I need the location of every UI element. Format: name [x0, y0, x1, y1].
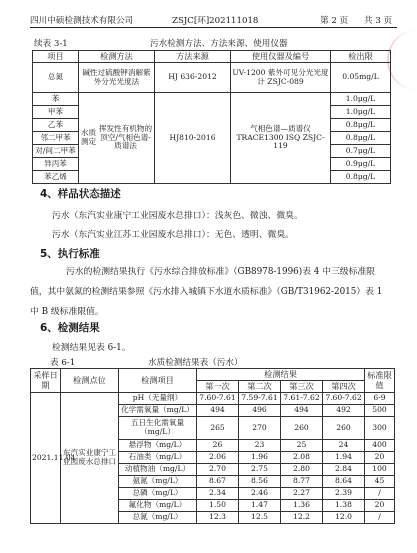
cell-value-4: 492	[323, 405, 365, 417]
cell-value-3: 2.27	[281, 488, 323, 500]
col-header-item: 检测项目	[119, 369, 197, 393]
cell-value-1: 1.50	[197, 500, 239, 512]
cell-limit: 0.05mg/L	[331, 63, 391, 93]
header-divider	[30, 27, 397, 28]
col-header-result: 检测结果	[197, 369, 365, 381]
cell-item: 悬浮物（mg/L）	[119, 440, 197, 452]
cell-value-2: 8.56	[239, 476, 281, 488]
cell-item: 甲苯	[33, 106, 79, 119]
cell-standard: /	[365, 488, 395, 500]
cell-value-1: 8.67	[197, 476, 239, 488]
col-header-limit: 检出限	[331, 51, 391, 63]
cell-value-2: 2.75	[239, 464, 281, 476]
col-header-time-3: 第三次	[281, 381, 323, 393]
seal-stamp-edge	[387, 30, 417, 90]
cell-standard: /	[365, 512, 395, 524]
cell-item: 氨氮（mg/L）	[119, 476, 197, 488]
methods-table	[32, 50, 391, 184]
cell-value-4: 12.0	[323, 512, 365, 524]
cell-value-2: 270	[239, 417, 281, 440]
cell-standard: 45	[365, 476, 395, 488]
cell-limit: 0.8μg/L	[331, 132, 391, 145]
cell-value-3: 2.80	[281, 464, 323, 476]
results-table-body	[31, 393, 395, 524]
section5-paragraph	[30, 262, 392, 322]
cell-standard: 100	[365, 464, 395, 476]
cell-value-4: 1.94	[323, 452, 365, 464]
col-header-time-2: 第二次	[239, 381, 281, 393]
page-total: 共 3 页	[364, 16, 393, 26]
cell-point: 东汽实业康宁工业园废水总排口	[61, 393, 119, 524]
table-row	[33, 63, 391, 93]
cell-value-1: 2.06	[197, 452, 239, 464]
cell-item: 总氮	[33, 63, 79, 93]
section6-title: 6、检测结果	[40, 322, 100, 334]
cell-item: 动植物油（mg/L）	[119, 464, 197, 476]
cell-item: 总氮（mg/L）	[119, 512, 197, 524]
table1-caption-number: 续表 3-1	[34, 39, 68, 49]
col-header-item: 项目	[33, 51, 79, 63]
cell-value-3: 25	[281, 440, 323, 452]
col-header-date: 采样日期	[31, 369, 61, 393]
cell-value-2: 7.59-7.61	[239, 393, 281, 405]
cell-standard: 6-9	[365, 393, 395, 405]
table-row	[31, 393, 395, 405]
cell-value-2: 23	[239, 440, 281, 452]
cell-method: 碱性过硫酸钾消解紫外分光光度法	[79, 63, 155, 93]
page-header	[30, 14, 397, 28]
section5-text: 污水的检测结果执行《污水综合排放标准》（GB8978-1996)表 4 中三级标准限值，其中氨氮的检测结果参照《污水排入城镇下水道水质标准》（GB/T31962-2015）表 1 中 B 级标准限值。	[30, 267, 383, 317]
cell-value-2: 2.46	[239, 488, 281, 500]
cell-item: 异丙苯	[33, 158, 79, 171]
cell-item: 邻二甲苯	[33, 132, 79, 145]
cell-standard: 20	[365, 500, 395, 512]
company-name: 四川中硕检测技术有限公司	[30, 16, 134, 26]
table-header-row	[31, 369, 395, 381]
cell-value-4: 2.84	[323, 464, 365, 476]
cell-value-1: 12.3	[197, 512, 239, 524]
cell-group-source: HJ810-2016	[155, 93, 231, 184]
cell-limit: 0.8μg/L	[331, 119, 391, 132]
cell-value-1: 7.60-7.61	[197, 393, 239, 405]
cell-value-1: 494	[197, 405, 239, 417]
cell-item: 总磷（mg/L）	[119, 488, 197, 500]
cell-value-1: 265	[197, 417, 239, 440]
cell-value-4: 2.39	[323, 488, 365, 500]
col-header-method: 检测方法	[79, 51, 155, 63]
cell-value-4: 260	[323, 417, 365, 440]
cell-item: pH（无量纲）	[119, 393, 197, 405]
cell-value-1: 26	[197, 440, 239, 452]
section4-line2: 污水（东汽实业江苏工业园废水总排口）：无色、透明、微臭。	[52, 230, 294, 240]
table-header-row	[33, 51, 391, 63]
col-header-instrument: 使用仪器及编号	[231, 51, 331, 63]
cell-value-1: 2.70	[197, 464, 239, 476]
results-table	[30, 368, 395, 524]
cell-value-2: 12.5	[239, 512, 281, 524]
cell-value-4: 24	[323, 440, 365, 452]
cell-value-3: 8.77	[281, 476, 323, 488]
cell-date: 2021.11.04	[31, 393, 61, 524]
cell-group-instrument: 气相色谱—质谱仪 TRACE1300 ISQ ZSJC-119	[231, 93, 331, 184]
cell-value-2: 496	[239, 405, 281, 417]
cell-item: 五日生化需氧量（mg/L）	[119, 417, 197, 440]
cell-limit: 0.7μg/L	[331, 145, 391, 158]
section4-title: 4、样品状态描述	[40, 188, 121, 200]
cell-item: 石油类（mg/L）	[119, 452, 197, 464]
cell-item: 氟化物（mg/L）	[119, 500, 197, 512]
cell-value-3: 7.61-7.62	[281, 393, 323, 405]
method-prefix: 水质 测定	[80, 128, 97, 146]
cell-item: 化学需氧量（mg/L）	[119, 405, 197, 417]
cell-standard: 300	[365, 417, 395, 440]
cell-value-3: 2.08	[281, 452, 323, 464]
cell-limit: 0.8μg/L	[331, 171, 391, 184]
col-header-time-1: 第一次	[197, 381, 239, 393]
cell-standard: 500	[365, 405, 395, 417]
col-header-time-4: 第四次	[323, 381, 365, 393]
cell-value-3: 260	[281, 417, 323, 440]
col-header-standard: 标准限值	[365, 369, 395, 393]
section6-intro: 检测结果见表 6-1。	[52, 343, 131, 353]
cell-item: 苯乙烯	[33, 171, 79, 184]
cell-standard: 20	[365, 452, 395, 464]
table2-caption: 水质检测结果表（污水）	[148, 358, 243, 368]
cell-value-4: 8.64	[323, 476, 365, 488]
cell-value-4: 1.38	[323, 500, 365, 512]
table1-caption: 污水检测方法、方法来源、使用仪器	[150, 39, 288, 49]
section4-line1: 污水（东汽实业康宁工业园废水总排口）：浅灰色、微浊、微臭。	[52, 211, 303, 221]
cell-item: 乙苯	[33, 119, 79, 132]
cell-value-3: 494	[281, 405, 323, 417]
table-row	[33, 93, 391, 106]
page-number: 第 2 页	[320, 16, 349, 26]
cell-value-4: 7.60-7.62	[323, 393, 365, 405]
table2-caption-number: 表 6-1	[50, 358, 76, 368]
section5-title: 5、执行标准	[40, 248, 100, 260]
cell-limit: 0.9μg/L	[331, 158, 391, 171]
report-number: ZSJC[环]202111018	[172, 16, 259, 26]
cell-source: HJ 636-2012	[155, 63, 231, 93]
cell-group-method	[79, 93, 155, 184]
cell-value-1: 2.34	[197, 488, 239, 500]
cell-item: 苯	[33, 93, 79, 106]
cell-value-3: 1.36	[281, 500, 323, 512]
cell-standard: 400	[365, 440, 395, 452]
cell-value-3: 12.2	[281, 512, 323, 524]
cell-value-2: 1.96	[239, 452, 281, 464]
cell-limit: 1.0μg/L	[331, 106, 391, 119]
cell-limit: 1.0μg/L	[331, 93, 391, 106]
col-header-point: 检测点位	[61, 369, 119, 393]
cell-instrument: UV-1200 紫外可见分光光度计 ZSJC-089	[231, 63, 331, 93]
cell-value-2: 1.47	[239, 500, 281, 512]
cell-item: 对/间二甲苯	[33, 145, 79, 158]
method-body: 挥发性有机物的 顶空/气相色谱-质谱法	[98, 123, 153, 151]
col-header-source: 方法来源	[155, 51, 231, 63]
